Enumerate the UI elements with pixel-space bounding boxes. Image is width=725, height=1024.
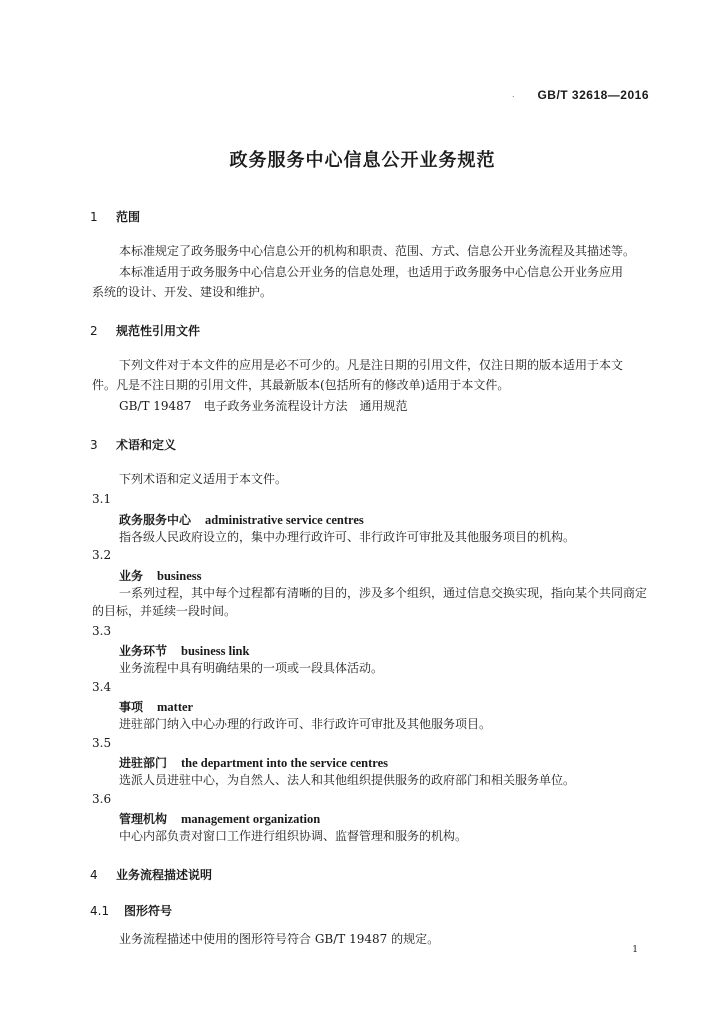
section-3-heading	[90, 436, 176, 453]
term-entry	[119, 511, 364, 528]
term-definition: 指各级人民政府设立的，集中办理行政许可、非行政许可审批及其他服务项目的机构。	[119, 530, 576, 544]
section-title: 术语和定义	[116, 438, 177, 452]
standard-number: GB/T 32618—2016	[537, 88, 649, 102]
term-number: 3.3	[92, 624, 112, 638]
section-number: 3	[90, 438, 98, 452]
page-number: 1	[632, 945, 638, 955]
section-4-heading	[90, 866, 212, 883]
section-title: 规范性引用文件	[116, 324, 201, 338]
paragraph-continuation: 系统的设计、开发、建设和维护。	[92, 285, 273, 299]
section-1-heading	[90, 208, 140, 225]
paragraph: 业务流程描述中使用的图形符号符合 GB/T 19487 的规定。	[119, 932, 440, 946]
section-number: 1	[90, 210, 98, 224]
term-number: 3.5	[92, 736, 112, 750]
term-entry	[119, 810, 320, 827]
term-definition: 选派人员进驻中心，为自然人、法人和其他组织提供服务的政府部门和相关服务单位。	[119, 773, 576, 787]
term-number: 3.2	[92, 548, 112, 562]
term-entry	[119, 754, 388, 771]
term-en: business	[157, 569, 202, 583]
section-title: 范围	[116, 210, 141, 224]
term-zh: 进驻部门	[119, 756, 168, 770]
term-zh: 事项	[119, 700, 144, 714]
term-en: administrative service centres	[205, 513, 364, 527]
term-zh: 业务	[119, 569, 144, 583]
term-zh: 政务服务中心	[119, 513, 192, 527]
term-definition: 业务流程中具有明确结果的一项或一段具体活动。	[119, 661, 384, 675]
header-marker: .	[512, 90, 515, 99]
term-entry	[119, 698, 193, 715]
term-definition-continuation: 的目标，并延续一段时间。	[92, 604, 237, 618]
paragraph-continuation: 件。凡是不注日期的引用文件，其最新版本(包括所有的修改单)适用于本文件。	[92, 378, 510, 392]
document-title: 政务服务中心信息公开业务规范	[229, 150, 496, 171]
term-definition: 中心内部负责对窗口工作进行组织协调、监督管理和服务的机构。	[119, 829, 468, 843]
section-number: 4	[90, 868, 98, 882]
term-en: the department into the service centres	[181, 756, 389, 770]
term-en: management organization	[181, 812, 321, 826]
section-2-heading	[90, 322, 200, 339]
subsection-number: 4.1	[90, 904, 110, 918]
subsection-4-1-heading	[90, 902, 172, 919]
paragraph: 本标准规定了政务服务中心信息公开的机构和职责、范围、方式、信息公开业务流程及其描述等。	[119, 244, 636, 258]
section-title: 业务流程描述说明	[116, 868, 213, 882]
term-number: 3.1	[92, 492, 112, 506]
paragraph: 下列术语和定义适用于本文件。	[119, 472, 288, 486]
normative-reference: GB/T 19487 电子政务业务流程设计方法 通用规范	[119, 399, 408, 413]
term-entry	[119, 642, 249, 659]
term-definition: 进驻部门纳入中心办理的行政许可、非行政许可审批及其他服务项目。	[119, 717, 492, 731]
term-number: 3.4	[92, 680, 112, 694]
term-definition: 一系列过程，其中每个过程都有清晰的目的，涉及多个组织，通过信息交换实现，指向某个共同商定	[119, 586, 648, 600]
paragraph: 下列文件对于本文件的应用是必不可少的。凡是注日期的引用文件，仅注日期的版本适用于本文	[119, 358, 624, 372]
term-zh: 业务环节	[119, 644, 168, 658]
term-en: matter	[157, 700, 194, 714]
paragraph: 本标准适用于政务服务中心信息公开业务的信息处理，也适用于政务服务中心信息公开业务应用	[119, 265, 624, 279]
term-zh: 管理机构	[119, 812, 168, 826]
term-en: business link	[181, 644, 250, 658]
term-number: 3.6	[92, 792, 112, 806]
term-entry	[119, 567, 202, 584]
subsection-title: 图形符号	[124, 904, 173, 918]
section-number: 2	[90, 324, 98, 338]
